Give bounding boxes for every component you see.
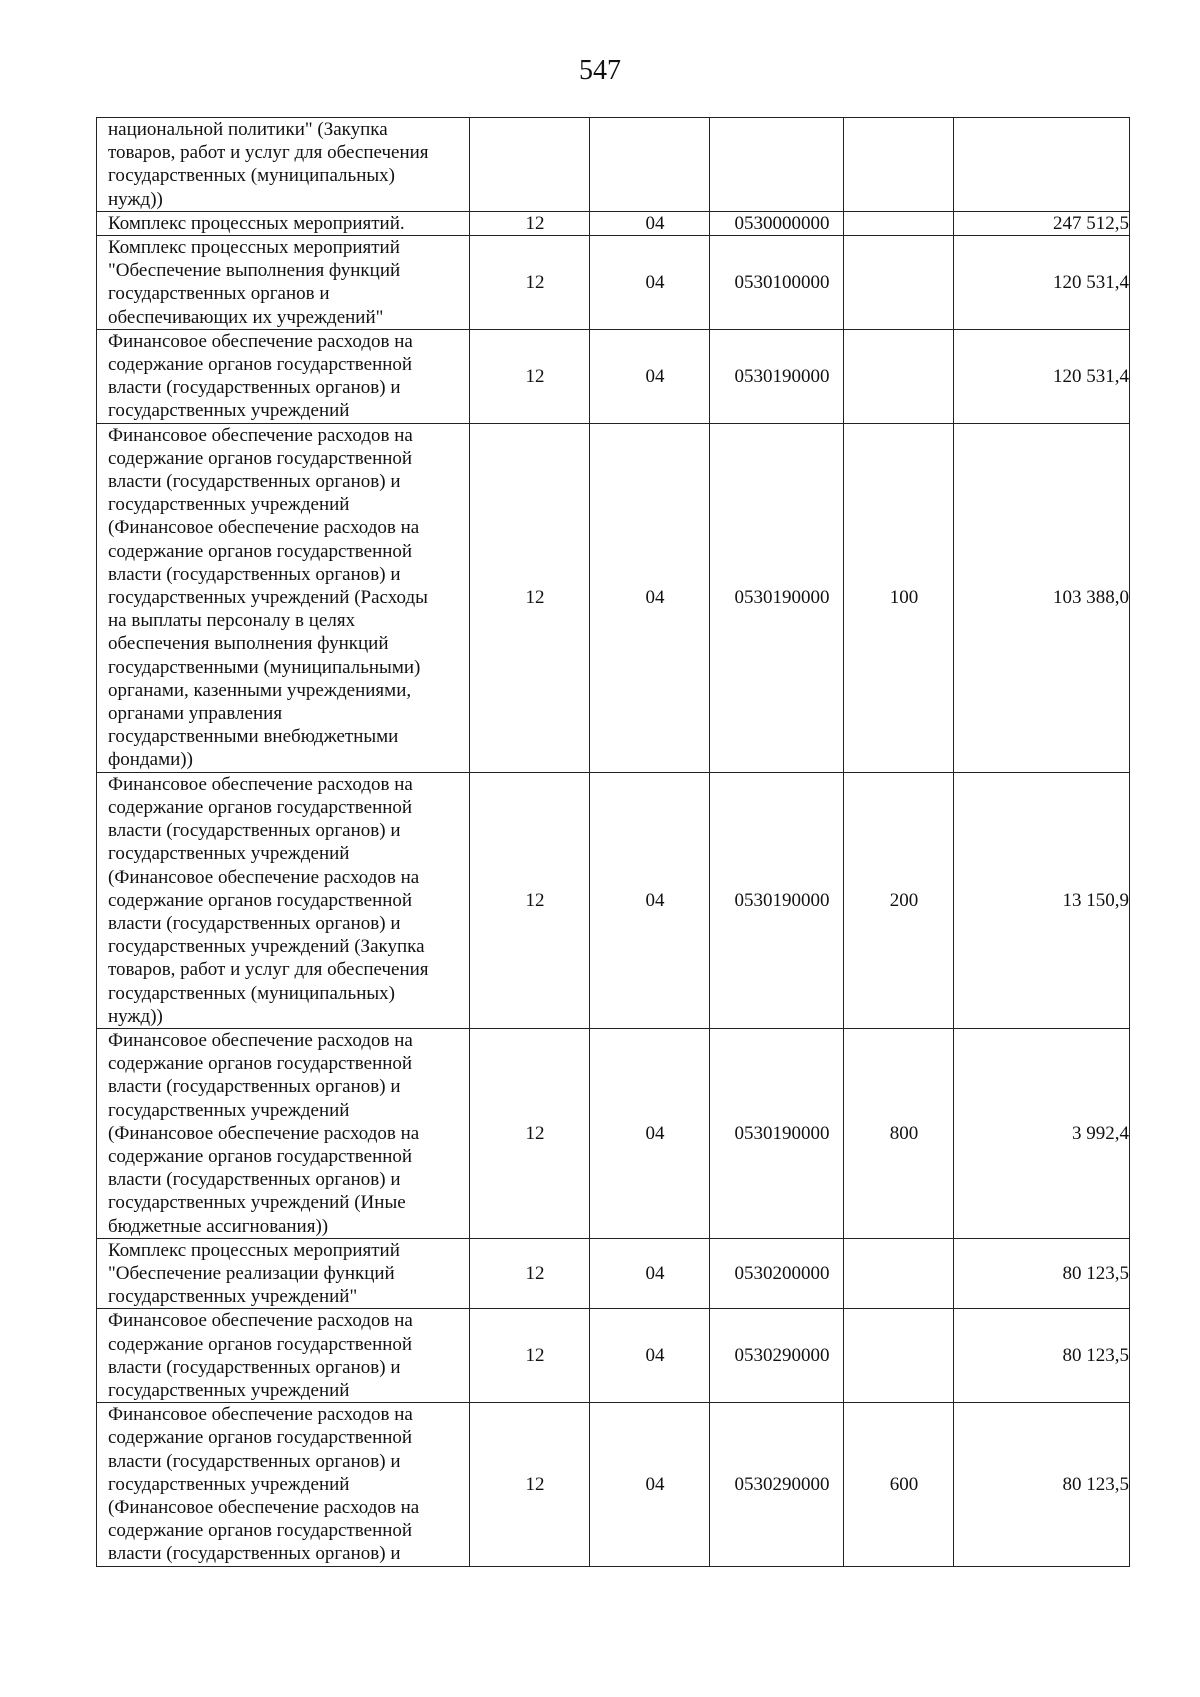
- row-target-article-cell: 0530190000: [710, 423, 844, 772]
- row-expense-type-cell: [844, 329, 954, 423]
- row-target-article-cell: 0530100000: [710, 236, 844, 330]
- table-row: [97, 772, 1130, 1028]
- table-row: [97, 1403, 1130, 1566]
- row-expense-type-cell: 800: [844, 1028, 954, 1238]
- row-amount-cell: 247 512,5: [954, 211, 1130, 235]
- table-row: [97, 211, 1130, 235]
- row-section-cell: 12: [470, 211, 590, 235]
- table-row: [97, 1028, 1130, 1238]
- row-target-article-cell: [710, 118, 844, 212]
- table-row: [97, 1238, 1130, 1309]
- row-name-cell: национальной политики" (Закупка товаров, работ и услуг для обеспечения государственных (муниципальных) нужд)): [97, 118, 470, 212]
- row-amount-cell: 80 123,5: [954, 1309, 1130, 1403]
- row-name-cell: Финансовое обеспечение расходов на содержание органов государственной власти (государственных органов) и государственных учреждений (Финансовое обеспечение расходов на содержание органов государственной власти (государственных органов) и государственных учреждений (Расходы на выплаты персоналу в целях обеспечения выполнения функций государственными (муниципальными) органами, казенными учреждениями, органами управления государственными внебюджетными фондами)): [97, 423, 470, 772]
- row-target-article-cell: 0530190000: [710, 329, 844, 423]
- row-section-cell: 12: [470, 1403, 590, 1566]
- table-row: [97, 236, 1130, 330]
- row-section-cell: 12: [470, 329, 590, 423]
- row-target-article-cell: 0530290000: [710, 1403, 844, 1566]
- row-target-article-cell: 0530290000: [710, 1309, 844, 1403]
- row-subsection-cell: 04: [590, 211, 710, 235]
- row-amount-cell: [954, 118, 1130, 212]
- row-amount-cell: 13 150,9: [954, 772, 1130, 1028]
- row-amount-cell: 3 992,4: [954, 1028, 1130, 1238]
- row-subsection-cell: 04: [590, 1309, 710, 1403]
- row-expense-type-cell: 100: [844, 423, 954, 772]
- row-name-cell: Финансовое обеспечение расходов на содержание органов государственной власти (государственных органов) и государственных учреждений (Финансовое обеспечение расходов на содержание органов государственной власти (государственных органов) и государственных учреждений (Иные бюджетные ассигнования)): [97, 1028, 470, 1238]
- row-section-cell: 12: [470, 1309, 590, 1403]
- row-target-article-cell: 0530000000: [710, 211, 844, 235]
- row-name-cell: Финансовое обеспечение расходов на содержание органов государственной власти (государственных органов) и государственных учреждений: [97, 329, 470, 423]
- row-expense-type-cell: [844, 1238, 954, 1309]
- row-expense-type-cell: [844, 1309, 954, 1403]
- row-name-cell: Комплекс процессных мероприятий "Обеспечение выполнения функций государственных органов и обеспечивающих их учреждений": [97, 236, 470, 330]
- row-expense-type-cell: 600: [844, 1403, 954, 1566]
- row-section-cell: 12: [470, 1028, 590, 1238]
- row-subsection-cell: 04: [590, 236, 710, 330]
- row-name-cell: Финансовое обеспечение расходов на содержание органов государственной власти (государственных органов) и государственных учреждений: [97, 1309, 470, 1403]
- row-amount-cell: 103 388,0: [954, 423, 1130, 772]
- row-amount-cell: 120 531,4: [954, 329, 1130, 423]
- table-row: [97, 423, 1130, 772]
- row-name-cell: Комплекс процессных мероприятий.: [97, 211, 470, 235]
- row-subsection-cell: 04: [590, 1238, 710, 1309]
- row-expense-type-cell: [844, 118, 954, 212]
- table-row: [97, 329, 1130, 423]
- row-section-cell: 12: [470, 1238, 590, 1309]
- row-target-article-cell: 0530190000: [710, 1028, 844, 1238]
- row-subsection-cell: [590, 118, 710, 212]
- row-target-article-cell: 0530190000: [710, 772, 844, 1028]
- page-number: 547: [579, 55, 621, 86]
- row-section-cell: 12: [470, 236, 590, 330]
- row-subsection-cell: 04: [590, 329, 710, 423]
- budget-table: [96, 117, 1130, 1567]
- row-name-cell: Финансовое обеспечение расходов на содержание органов государственной власти (государственных органов) и государственных учреждений (Финансовое обеспечение расходов на содержание органов государственной власти (государственных органов) и: [97, 1403, 470, 1566]
- row-subsection-cell: 04: [590, 1403, 710, 1566]
- row-amount-cell: 80 123,5: [954, 1238, 1130, 1309]
- table-row: [97, 118, 1130, 212]
- row-expense-type-cell: 200: [844, 772, 954, 1028]
- row-expense-type-cell: [844, 211, 954, 235]
- row-target-article-cell: 0530200000: [710, 1238, 844, 1309]
- row-subsection-cell: 04: [590, 1028, 710, 1238]
- row-subsection-cell: 04: [590, 423, 710, 772]
- row-section-cell: 12: [470, 772, 590, 1028]
- row-expense-type-cell: [844, 236, 954, 330]
- row-subsection-cell: 04: [590, 772, 710, 1028]
- row-name-cell: Финансовое обеспечение расходов на содержание органов государственной власти (государственных органов) и государственных учреждений (Финансовое обеспечение расходов на содержание органов государственной власти (государственных органов) и государственных учреждений (Закупка товаров, работ и услуг для обеспечения государственных (муниципальных) нужд)): [97, 772, 470, 1028]
- row-name-cell: Комплекс процессных мероприятий "Обеспечение реализации функций государственных учреждений": [97, 1238, 470, 1309]
- row-section-cell: [470, 118, 590, 212]
- row-section-cell: 12: [470, 423, 590, 772]
- row-amount-cell: 80 123,5: [954, 1403, 1130, 1566]
- row-amount-cell: 120 531,4: [954, 236, 1130, 330]
- table-row: [97, 1309, 1130, 1403]
